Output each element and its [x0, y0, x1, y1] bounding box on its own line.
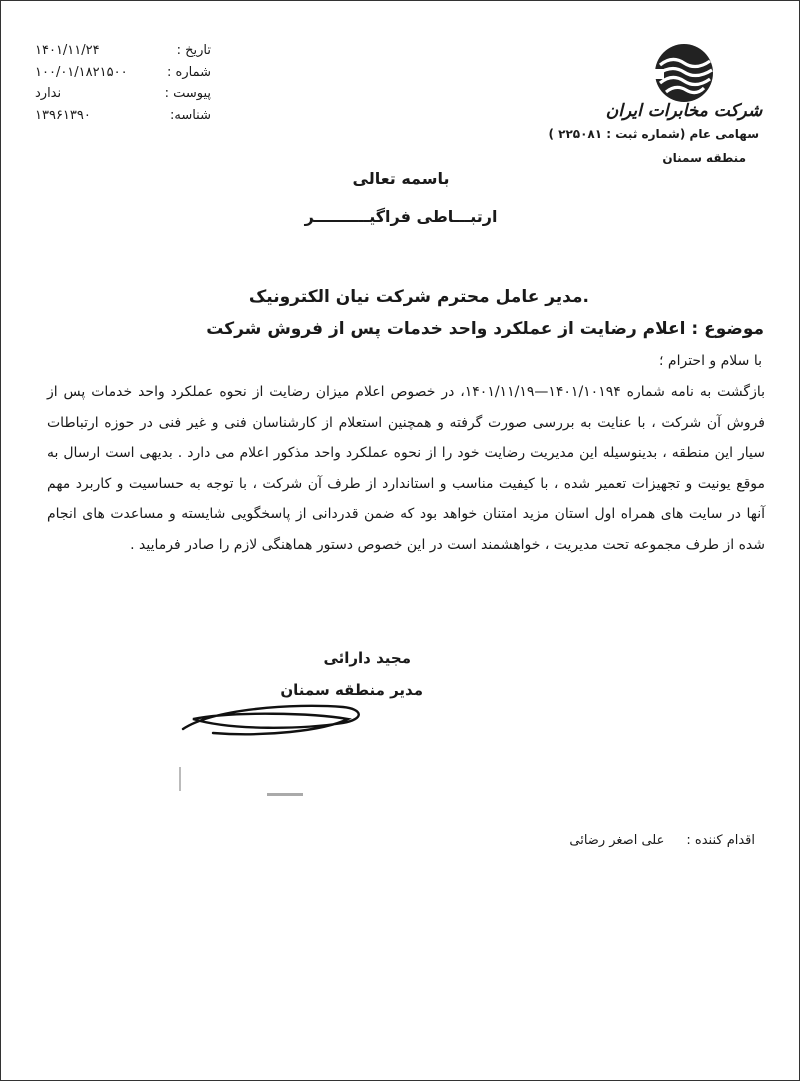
meta-label: شماره :: [167, 64, 211, 80]
registration-number: سهامی عام (شماره ثبت : ۲۲۵۰۸۱ ): [548, 127, 759, 141]
action-by: [569, 833, 755, 848]
signatory-title: مدیر منطقه سمنان: [280, 681, 423, 699]
signature: [173, 689, 373, 749]
telecom-logo-icon: [652, 41, 716, 105]
meta-value: ۱۰۰/۰۱/۱۸۲۱۵۰۰: [35, 64, 128, 80]
meta-value: ۱۴۰۱/۱۱/۲۴: [35, 43, 100, 58]
greeting: با سلام و احترام ؛: [659, 353, 762, 369]
scan-artifact: [267, 793, 303, 796]
scan-artifact: [179, 767, 181, 791]
company-logo: [599, 41, 769, 121]
meta-date: [31, 43, 211, 65]
meta-number: [31, 65, 211, 87]
action-person: علی اصغر رضائی: [569, 833, 665, 848]
action-label: اقدام کننده :: [686, 833, 755, 848]
subject-line: موضوع : اعلام رضایت از عملکرد واحد خدمات پس از فروش شرکت: [206, 319, 764, 339]
meta-value: ۱۳۹۶۱۳۹۰: [35, 107, 91, 123]
meta-label: پیوست :: [164, 86, 211, 101]
classification-stamp: ارتبـــاطی فراگیــــــــــر: [304, 207, 498, 226]
meta-label: تاریخ :: [176, 43, 211, 58]
invocation: باسمه تعالی: [352, 169, 450, 188]
meta-value: ندارد: [35, 86, 62, 101]
meta-attachment: [31, 86, 211, 108]
recipient: .مدیر عامل محترم شرکت نیان الکترونیک: [248, 287, 589, 307]
letter-meta: [31, 43, 211, 129]
company-name: شرکت مخابرات ایران: [605, 101, 763, 121]
region-name: منطقه سمنان: [662, 151, 746, 165]
letter-body: بازگشت به نامه شماره ۱۴۰۱/۱۰۱۹۴—۱۴۰۱/۱۱/۱۹، در خصوص اعلام میزان رضایت از نحوه عملکرد واحد خدمات پس از فروش آن شرکت ، با عنایت به بررسی صورت گرفته و همچنین استعلام از کارشناسان فنی و غیر فنی در حوزه ارتباطات سیار این منطقه ، بدینوسیله این مدیریت رضایت خود را از نحوه عملکرد واحد مذکور اعلام می دارد . بدیهی است ارسال به موقع یونیت و تجهیزات تعمیر شده ، با کیفیت مناسب و استاندارد از طرف آن شرکت ، با توجه به حساسیت و کاربرد مهم آنها در سایت های همراه اول استان مزید امتنان خواهد بود که ضمن قدردانی از پاسخگویی شایسته و مساعدت های انجام شده از طرف مجموعه تحت مدیریت ، خواهشمند است در این خصوص دستور هماهنگی لازم را صادر فرمایید .: [47, 384, 765, 553]
signatory-name: مجید دارائی: [323, 649, 411, 667]
meta-id: [31, 108, 211, 130]
meta-label: شناسه:: [169, 107, 211, 123]
